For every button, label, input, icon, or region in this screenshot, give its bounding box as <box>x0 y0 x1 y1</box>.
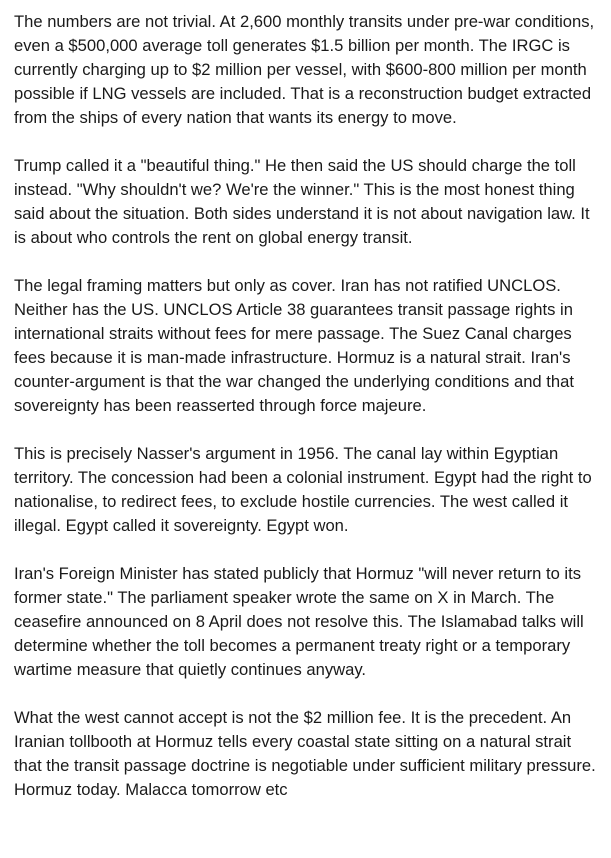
paragraph-precedent: What the west cannot accept is not the $2 million fee. It is the precedent. An Iranian tollbooth at Hormuz tells every coastal state sitting on a natural strait that the transit passage doctrine is negotiable under sufficient military pressure. Hormuz today. Malacca tomorrow etc <box>14 708 596 799</box>
paragraph-trump-quote: Trump called it a "beautiful thing." He then said the US should charge the toll instead. "Why shouldn't we? We're the winner." This is the most honest thing said about the situation. Both sides understand it is not about navigation law. It is about who controls the rent on global energy transit. <box>14 156 590 247</box>
paragraph-nasser-argument: This is precisely Nasser's argument in 1956. The canal lay within Egyptian territory. The concession had been a colonial instrument. Egypt had the right to nationalise, to redirect fees, to exclude hostile currencies. The west called it illegal. Egypt called it sovereignty. Egypt won. <box>14 444 592 535</box>
paragraph-iran-statements: Iran's Foreign Minister has stated publicly that Hormuz "will never return to its former state." The parliament speaker wrote the same on X in March. The ceasefire announced on 8 April does not resolve this. The Islamabad talks will determine whether the toll becomes a permanent treaty right or a temporary wartime measure that quietly continues anyway. <box>14 564 584 679</box>
article-body <box>14 10 600 802</box>
paragraph-legal-framing: The legal framing matters but only as cover. Iran has not ratified UNCLOS. Neither has the US. UNCLOS Article 38 guarantees transit passage rights in international straits without fees for mere passage. The Suez Canal charges fees because it is man-made infrastructure. Hormuz is a natural strait. Iran's counter-argument is that the war changed the underlying conditions and that sovereignty has been reasserted through force majeure. <box>14 276 574 415</box>
paragraph-toll-numbers: The numbers are not trivial. At 2,600 monthly transits under pre-war conditions, even a $500,000 average toll generates $1.5 billion per month. The IRGC is currently charging up to $2 million per vessel, with $600-800 million per month possible if LNG vessels are included. That is a reconstruction budget extracted from the ships of every nation that wants its energy to move. <box>14 12 595 127</box>
